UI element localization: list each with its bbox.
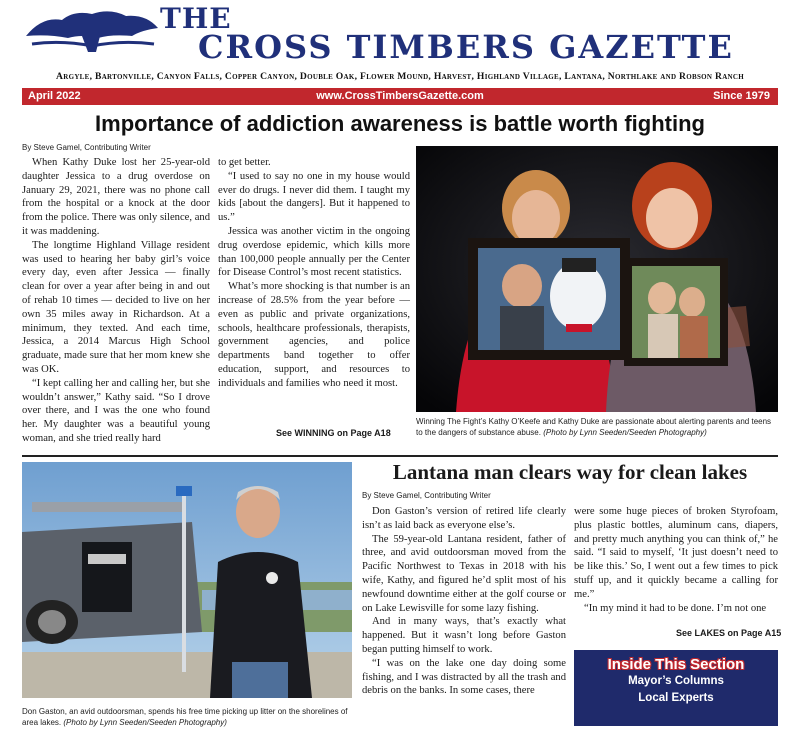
caption-text: Winning The Fight’s Kathy O’Keefe and Kathy Duke are passionate about alerting parents and teens to the dangers of substance abuse. bbox=[416, 417, 772, 437]
article2-caption bbox=[22, 706, 352, 728]
section-divider bbox=[22, 455, 778, 457]
towns-served: Argyle, Bartonville, Canyon Falls, Copper Canyon, Double Oak, Flower Mound, Harvest, Highland Village, Lantana, Northlake and Robson Ranch bbox=[55, 71, 745, 82]
article1-byline: By Steve Gamel, Contributing Writer bbox=[22, 143, 151, 152]
article2-column-1 bbox=[362, 505, 566, 698]
masthead bbox=[0, 0, 800, 92]
paragraph: “I kept calling her and calling her, but she wouldn’t answer,” Kathy said. “So I drove over there, and I was the one who found her. My daughter was a beautiful young woman, and she tried really hard bbox=[22, 377, 210, 444]
article1-column-1 bbox=[22, 156, 210, 446]
article1-caption bbox=[416, 416, 778, 438]
inside-section-title: Inside This Section bbox=[607, 656, 745, 673]
article1-column-2 bbox=[218, 156, 410, 391]
paragraph: When Kathy Duke lost her 25-year-old daughter Jessica to a drug overdose on January 29, 2021, there was no phone call from the hospital or a knock at the door from the police. There was only silence, and it was maddening. bbox=[22, 157, 210, 237]
photo-credit: (Photo by Lynn Seeden/Seeden Photography) bbox=[543, 428, 707, 437]
paper-name: CROSS TIMBERS GAZETTE bbox=[198, 28, 734, 66]
paragraph: “I was on the lake one day doing some fishing, and I was distracted by all the trash and debris on the banks. In some cases, there bbox=[362, 657, 566, 697]
since-year: Since 1979 bbox=[713, 90, 770, 102]
two-women-holding-portraits-image bbox=[416, 146, 778, 412]
man-with-boat-image bbox=[22, 462, 352, 698]
article2-photo bbox=[22, 462, 352, 698]
paragraph-continued: were some huge pieces of broken Styrofoam, plus plastic bottles, aluminum cans, diapers, and pretty much anything you can think of,” he said. “I said to myself, ‘It just doesn’t need to be like this.’ So, I went out a few times to pick stuff up, and it quickly became a calling for me.” bbox=[574, 506, 778, 600]
paragraph: The longtime Highland Village resident was used to hearing her baby girl’s voice every day, even after Jessica — finally clean for over a year after being in and out of rehab 10 times — decided to live on her own 35 miles away in Richardson. At a minimum, they texted. And each time, Jessica, a 2014 Marcus High School graduate, made sure that her mom knew she was OK. bbox=[22, 239, 210, 375]
photo-credit: (Photo by Lynn Seeden/Seeden Photography) bbox=[63, 718, 227, 727]
caption-text: Don Gaston, an avid outdoorsman, spends his free time picking up litter on the shorelines of area lakes. bbox=[22, 707, 348, 727]
article1-headline[interactable]: Importance of addiction awareness is battle worth fighting bbox=[95, 111, 705, 136]
paragraph-continued: to get better. bbox=[218, 157, 271, 168]
paragraph: Jessica was another victim in the ongoing drug overdose epidemic, which kills more than 100,000 people annually per the Center for Disease Control’s most recent statistics. bbox=[218, 225, 410, 279]
paragraph: “In my mind it had to be done. I’m not one bbox=[584, 602, 767, 614]
article2-headline[interactable]: Lantana man clears way for clean lakes bbox=[392, 460, 748, 484]
paragraph: Don Gaston’s version of retired life clearly isn’t as laid back as everyone else’s. bbox=[362, 506, 566, 531]
paragraph: The 59-year-old Lantana resident, father of three, and avid outdoorsman moved from the Pacific Northwest to Texas in 2018 with his wife, Kathy, and figured he’d split most of his newfound downtime either at the golf course or on Lake Lewisville for some lazy fishing. bbox=[362, 533, 566, 614]
tree-logo-icon bbox=[22, 6, 162, 54]
inside-section-box bbox=[574, 650, 778, 726]
date-bar bbox=[22, 88, 778, 105]
article2-jump-link[interactable]: See LAKES on Page A15 bbox=[676, 628, 782, 638]
article1-jump-link[interactable]: See WINNING on Page A18 bbox=[276, 428, 391, 438]
paragraph: “I used to say no one in my house would ever do drugs. I never did them. I taught my kids [about the dangers]. But it happened to us.” bbox=[218, 170, 410, 224]
paragraph: What’s more shocking is that number is an increase of 28.5% from the year before — even as public and private organizations, schools, healthcare professionals, therapists, government agencies, and police departments band together to offer education, support, and resources to individuals and families who need it most. bbox=[218, 281, 410, 389]
issue-date: April 2022 bbox=[28, 90, 81, 102]
paragraph: And in many ways, that’s exactly what happened. But it wasn’t long before Gaston began putting himself to work. bbox=[362, 616, 566, 655]
article2-column-2 bbox=[574, 505, 778, 615]
paper-the: THE bbox=[160, 2, 232, 35]
article1-photo bbox=[416, 146, 778, 412]
inside-item-mayors-columns[interactable]: Mayor’s Columns bbox=[628, 675, 724, 687]
article2-byline: By Steve Gamel, Contributing Writer bbox=[362, 491, 491, 500]
inside-item-local-experts[interactable]: Local Experts bbox=[638, 692, 714, 704]
website-link[interactable]: www.CrossTimbersGazette.com bbox=[316, 90, 484, 102]
